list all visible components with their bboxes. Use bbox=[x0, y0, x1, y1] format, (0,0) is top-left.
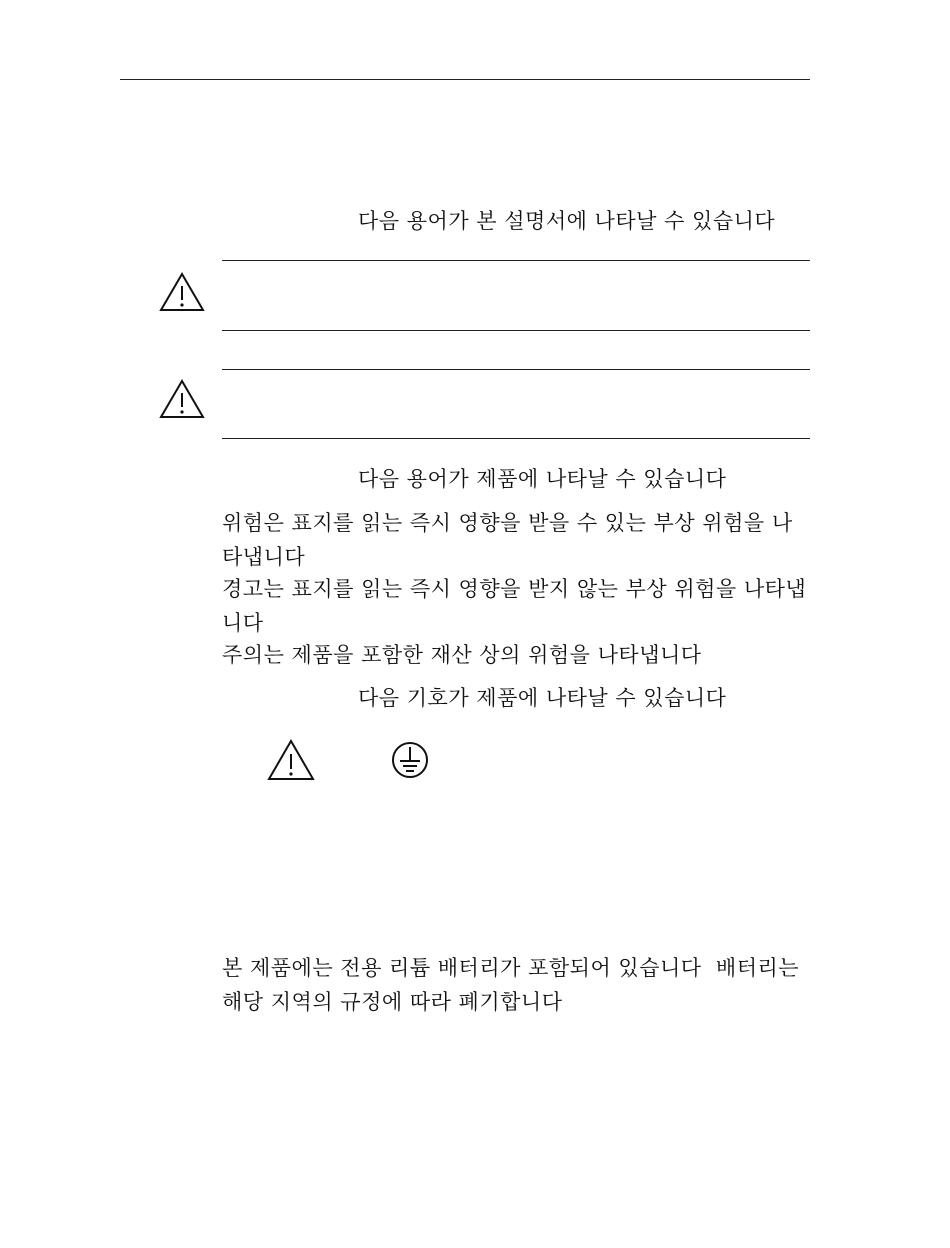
protective-ground-icon bbox=[390, 740, 430, 780]
caution-box-top-rule bbox=[222, 369, 810, 370]
product-terms-heading: 다음 용어가 제품에 나타날 수 있습니다 bbox=[358, 467, 727, 491]
warning-triangle-icon bbox=[266, 738, 316, 782]
warning-triangle-icon bbox=[158, 271, 206, 313]
caution-box-bottom-rule bbox=[222, 438, 810, 439]
caution-paragraph: 주의는 제품을 포함한 재산 상의 위험을 나타냅니다 bbox=[222, 643, 702, 667]
doc-terms-heading: 다음 용어가 본 설명서에 나타날 수 있습니다 bbox=[358, 209, 776, 233]
warning-box-bottom-rule bbox=[222, 330, 810, 331]
danger-paragraph: 위험은 표지를 읽는 즉시 영향을 받을 수 있는 부상 위험을 나타냅니다 bbox=[222, 511, 793, 569]
symbols-heading: 다음 기호가 제품에 나타날 수 있습니다 bbox=[358, 686, 727, 710]
battery-paragraph: 본 제품에는 전용 리튬 배터리가 포함되어 있습니다 배터리는 해당 지역의 규정에 따라 폐기합니다 bbox=[222, 956, 807, 1014]
warning-box-top-rule bbox=[222, 260, 810, 261]
warning-paragraph: 경고는 표지를 읽는 즉시 영향을 받지 않는 부상 위험을 나타냅니다 bbox=[222, 577, 807, 635]
top-rule bbox=[120, 79, 810, 80]
warning-triangle-icon bbox=[158, 378, 206, 420]
